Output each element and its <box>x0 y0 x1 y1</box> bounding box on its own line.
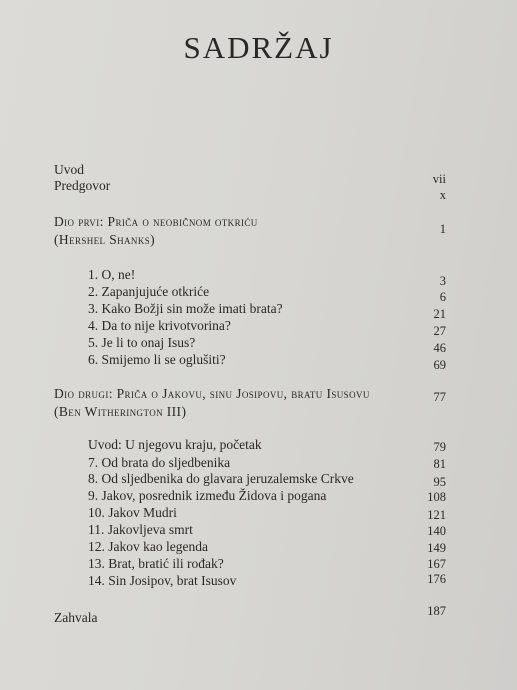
part2-page: 77 <box>433 390 446 404</box>
toc-page: 167 <box>427 557 446 571</box>
toc-page: 95 <box>433 475 446 489</box>
toc-entry-predgovor: Predgovor <box>54 178 111 193</box>
toc-page: 108 <box>427 490 446 504</box>
toc-entry: 2. Zapanjujuće otkriće <box>88 284 210 299</box>
toc-entry: 9. Jakov, posrednik između Židova i pogana <box>88 488 327 503</box>
toc-page: 46 <box>433 341 446 355</box>
toc-entry: 10. Jakov Mudri <box>88 505 177 520</box>
toc-page: 3 <box>439 274 446 288</box>
toc-page: 149 <box>427 541 446 555</box>
part2-heading: Dio drugi: Priča o Jakovu, sinu Josipovu, bratu Isusovu <box>54 386 370 401</box>
part2-author: (Ben Witherington III) <box>54 404 187 419</box>
toc-page: 27 <box>433 324 446 338</box>
part1-heading: Dio prvi: Priča o neobičnom otkriću <box>54 214 258 229</box>
page-title: SADRŽAJ <box>183 30 334 65</box>
toc-entry: Uvod: U njegovu kraju, početak <box>88 437 262 452</box>
toc-entry-zahvala: Zahvala <box>54 610 98 625</box>
toc-page: 69 <box>433 358 446 372</box>
toc-page-uvod: vii <box>432 172 446 186</box>
toc-page-zahvala: 187 <box>427 604 446 618</box>
toc-entry: 1. O, ne! <box>88 267 136 282</box>
toc-entry: 6. Smijemo li se oglušiti? <box>88 352 226 367</box>
toc-entry: 5. Je li to onaj Isus? <box>88 335 196 350</box>
toc-entry: 4. Da to nije krivotvorina? <box>88 318 231 333</box>
toc-entry: 3. Kako Božji sin može imati brata? <box>88 301 283 316</box>
part1-page: 1 <box>439 222 446 236</box>
toc-entry: 7. Od brata do sljedbenika <box>88 455 231 470</box>
toc-entry: 8. Od sljedbenika do glavara jeruzalemske Crkve <box>88 471 354 486</box>
toc-entry: 13. Brat, bratić ili rođak? <box>88 556 224 571</box>
toc-page: 81 <box>433 457 446 471</box>
toc-entry: 12. Jakov kao legenda <box>88 539 208 554</box>
toc-page: 140 <box>427 524 446 538</box>
toc-page: 121 <box>427 508 446 522</box>
toc-entry: 11. Jakovljeva smrt <box>88 522 193 537</box>
toc-entry-uvod: Uvod <box>54 162 84 177</box>
toc-entry: 14. Sin Josipov, brat Isusov <box>88 573 237 588</box>
toc-page: 176 <box>427 572 446 586</box>
toc-page: 6 <box>439 290 446 304</box>
toc-page: 79 <box>433 440 446 454</box>
part1-author: (Hershel Shanks) <box>54 232 156 247</box>
toc-page-predgovor: x <box>439 188 446 202</box>
toc-page: 21 <box>433 307 446 321</box>
